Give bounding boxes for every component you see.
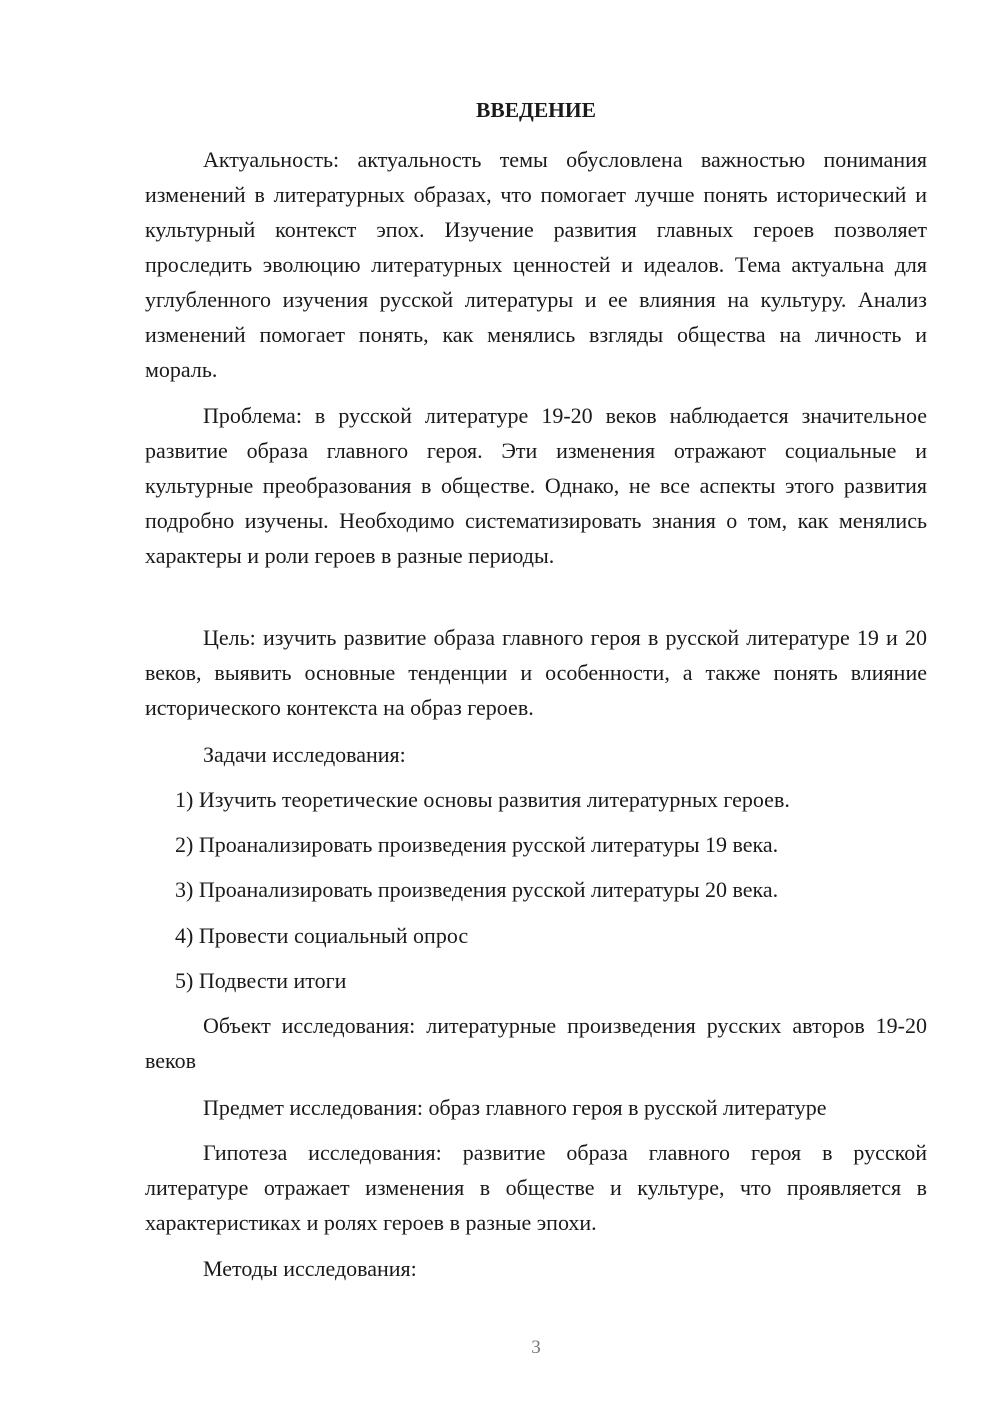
paragraph-subject: Предмет исследования: образ главного героя в русской литературе: [203, 1095, 827, 1120]
paragraph-methods: Методы исследования:: [203, 1256, 417, 1281]
paragraph-relevance: Актуальность: актуальность темы обусловлена важностью понимания изменений в литературных образах, что помогает лучше понять исторический и культурный контекст эпох. Изучение развития главных героев позволяет проследить эволюцию литературных ценностей и идеалов. Тема актуальна для углубленного изучения русской литературы и ее влияния на культуру. Анализ изменений помогает понять, как менялись взгляды общества на личность и мораль.: [145, 147, 927, 382]
paragraph-goal: Цель: изучить развитие образа главного героя в русской литературе 19 и 20 веков, выявить основные тенденции и особенности, а также понять влияние исторического контекста на образ героев.: [145, 625, 927, 720]
list-item: 5) Подвести итоги: [175, 968, 347, 993]
paragraph-object: Объект исследования: литературные произведения русских авторов 19-20 веков: [145, 1013, 927, 1073]
paragraph-hypothesis: Гипотеза исследования: развитие образа главного героя в русской литературе отражает изменения в обществе и культуре, что проявляется в характеристиках и ролях героев в разные эпохи.: [145, 1140, 927, 1235]
paragraph-problem: Проблема: в русской литературе 19-20 веков наблюдается значительное развитие образа главного героя. Эти изменения отражают социальные и культурные преобразования в обществе. Однако, не все аспекты этого развития подробно изучены. Необходимо систематизировать знания о том, как менялись характеры и роли героев в разные периоды.: [145, 403, 927, 568]
list-item: 2) Проанализировать произведения русской литературы 19 века.: [175, 832, 779, 857]
page-number: 3: [531, 1337, 541, 1358]
list-item: 4) Провести социальный опрос: [175, 923, 469, 948]
tasks-heading: Задачи исследования:: [203, 742, 406, 767]
page-title: ВВЕДЕНИЕ: [476, 98, 596, 122]
list-item: 3) Проанализировать произведения русской литературы 20 века.: [175, 877, 779, 902]
list-item: 1) Изучить теоретические основы развития литературных героев.: [175, 787, 790, 812]
